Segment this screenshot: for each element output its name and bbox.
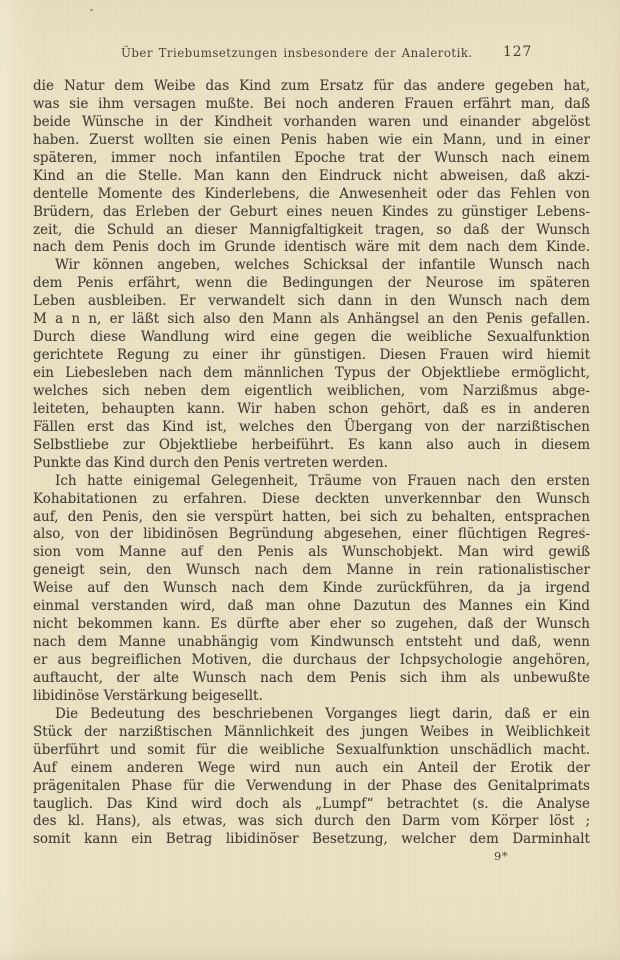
text-line: überführt und somit für die weibliche Sexualfunktion unschädlich macht. <box>33 741 590 758</box>
text-line: des kl. Hans), als etwas, was sich durch den Darm vom Körper löst ; <box>33 813 590 830</box>
text-line: gerichtete Regung zu einer ihr günstigen. Diesen Frauen wird hiemit <box>33 347 590 364</box>
page-number: 127 <box>503 44 533 60</box>
text-line: was sie ihm versagen mußte. Bei noch anderen Frauen erfährt man, daß <box>33 95 590 112</box>
text-line: Kohabitationen zu erfahren. Diese deckten unverkennbar den Wunsch <box>33 490 590 507</box>
text-line: auf, den Penis, den sie verspürt hatten, bei sich zu behalten, entsprachen <box>33 508 590 525</box>
text-line: nicht bekommen kann. Es dürfte aber eher so zugehen, daß der Wunsch <box>33 616 590 633</box>
text-line: ein Liebesleben nach dem männlichen Typus der Objektliebe ermöglicht, <box>33 365 590 381</box>
text-line: libidinöse Verstärkung beigesellt. <box>33 687 263 704</box>
text-line: Wir können angeben, welches Schicksal der infantile Wunsch nach <box>55 257 590 274</box>
text-line: haben. Zuerst wollten sie einen Penis haben wie ein Mann, und in einer <box>33 131 590 148</box>
text-line: dem Penis erfährt, wenn die Bedingungen der Neurose im späteren <box>33 275 590 292</box>
text-line: auftaucht, der alte Wunsch nach dem Penis sich ihm als unbewußte <box>33 669 590 686</box>
text-line: Leben ausbleiben. Er verwandelt sich dann in den Wunsch nach dem <box>33 293 590 310</box>
running-header <box>0 0 620 70</box>
text-line: Die Bedeutung des beschriebenen Vorganges liegt darin, daß er ein <box>55 705 590 722</box>
text-line: Punkte das Kind durch den Penis vertreten werden. <box>33 454 388 471</box>
text-line: zeit, die Schuld an dieser Mannigfaltigkeit tragen, so daß der Wunsch <box>33 221 590 238</box>
text-line: Brüdern, das Erleben der Geburt eines neuen Kindes zu günstiger Lebens- <box>33 203 590 220</box>
text-line: prägenitalen Phase für die Verwendung in der Phase des Genitalprimats <box>33 777 590 794</box>
text-line: Auf einem anderen Wege wird nun auch ein Anteil der Erotik der <box>33 759 590 776</box>
text-line: Ich hatte einigemal Gelegenheit, Träume von Frauen nach den ersten <box>55 472 590 489</box>
text-line: Kind an die Stelle. Man kann den Eindruck nicht abweisen, daß akzi- <box>33 167 590 184</box>
text-line: er aus begreiflichen Motiven, die durchaus der Ichpsychologie angehören, <box>33 652 590 668</box>
text-line: dentelle Momente des Kinderlebens, die Anwesenheit oder das Fehlen von <box>33 185 590 202</box>
text-line: welches sich neben dem eigentlich weiblichen, vom Narzißmus abge- <box>33 382 590 399</box>
text-line: geneigt sein, den Wunsch nach dem Manne in rein rationalistischer <box>33 562 590 579</box>
text-line: späteren, immer noch infantilen Epoche trat der Wunsch nach einem <box>33 149 590 166</box>
text-line: Stück der narzißtischen Männlichkeit des jungen Weibes in Weiblichkeit <box>33 723 590 740</box>
text-line: einmal verstanden wird, daß man ohne Dazutun des Mannes ein Kind <box>33 598 590 615</box>
text-line: sion vom Manne auf den Penis als Wunschobjekt. Man wird gewiß <box>33 544 590 561</box>
text-line: also, von der libidinösen Begründung abgesehen, einer flüchtigen Regres- <box>33 526 590 543</box>
text-line: die Natur dem Weibe das Kind zum Ersatz für das andere gegeben hat, <box>33 78 590 94</box>
text-line: somit kann ein Betrag libidinöser Besetzung, welcher dem Darminhalt <box>33 831 590 848</box>
text-line: Selbstliebe zur Objektliebe herbeiführt. Es kann also auch in diesem <box>33 436 590 453</box>
text-line: nach dem Manne unabhängig vom Kindwunsch entsteht und daß, wenn <box>33 634 590 651</box>
text-line: Fällen erst das Kind ist, welches den Übergang von der narzißtischen <box>33 418 590 435</box>
text-block <box>33 78 590 849</box>
text-line: Weise auf den Wunsch nach dem Kinde zurückführen, da ja irgend <box>33 580 590 597</box>
running-header-title: Über Triebumsetzungen insbesondere der Analerotik. <box>121 46 473 60</box>
text-line: Durch diese Wandlung wird eine gegen die weibliche Sexualfunktion <box>33 329 590 346</box>
text-line: tauglich. Das Kind wird doch als „Lumpf“ betrachtet (s. die Analyse <box>33 795 590 812</box>
text-line: M a n n, er läßt sich also den Mann als Anhängsel an den Penis gefallen. <box>33 311 590 328</box>
text-line: leiteten, behaupten kann. Wir haben schon gehört, daß es in anderen <box>33 400 590 417</box>
text-line: beide Wünsche in der Kindheit vorhanden waren und einander abgelöst <box>33 113 590 130</box>
signature-mark: 9* <box>494 849 509 863</box>
text-line: nach dem Penis doch im Grunde identisch wäre mit dem nach dem Kinde. <box>33 239 590 256</box>
